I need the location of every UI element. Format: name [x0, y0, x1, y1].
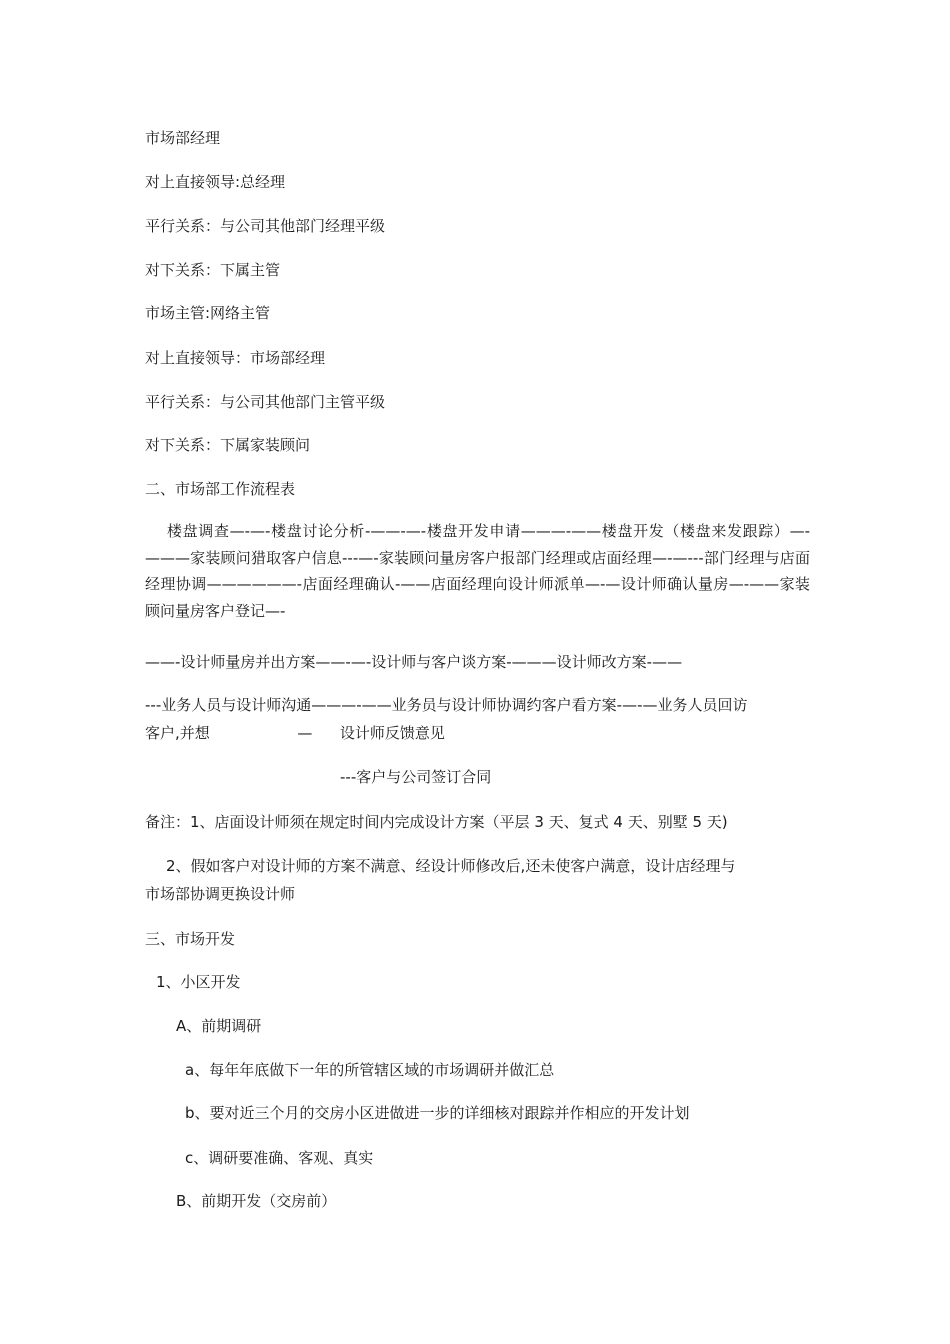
text-subordinate: 对下关系：下属主管: [145, 261, 281, 279]
note-2-line-2: 市场部协调更换设计师: [145, 885, 296, 903]
text-parallel: 平行关系：与公司其他部门经理平级: [145, 217, 386, 235]
text-supervisor-superior: 对上直接领导：市场部经理: [145, 349, 326, 367]
section-heading-workflow: 二、市场部工作流程表: [145, 480, 296, 498]
text-supervisor-subordinate: 对下关系：下属家装顾问: [145, 436, 311, 454]
note-2-line-1: 2、假如客户对设计师的方案不满意、经设计师修改后,还未使客户满意，设计店经理与: [166, 857, 736, 875]
item-c: c、调研要准确、客观、真实: [185, 1149, 374, 1167]
heading-market-supervisor: 市场主管:网络主管: [145, 304, 271, 322]
workflow-line-3b-part1: 客户,并想: [145, 724, 210, 742]
subheading-preliminary-research: A、前期调研: [176, 1017, 262, 1035]
workflow-line-3b-part3: 设计师反馈意见: [339, 724, 445, 742]
workflow-line-3a: ---业务人员与设计师沟通———-——业务员与设计师协调约客户看方案-—-—业务人员回访: [145, 696, 748, 714]
heading-market-manager: 市场部经理: [145, 129, 221, 147]
workflow-line-3b: [145, 722, 810, 744]
workflow-paragraph: 楼盘调查—-—-楼盘讨论分析-——-—-楼盘开发申请———-——楼盘开发（楼盘来发跟踪）—-———家装顾问猎取客户信息---—-家装顾问量房客户报部门经理或店面经理—-—---部门经理与店面经理协调——————-店面经理确认-——店面经理向设计师派单—-—设计师确认量房—-——家装顾问量房客户登记—-: [145, 522, 810, 620]
workflow-line-2: ——-设计师量房并出方案——-—-设计师与客户谈方案-———设计师改方案-——: [145, 653, 683, 671]
subheading-community-development: 1、小区开发: [156, 973, 241, 991]
workflow-line-3b-dash: —: [297, 724, 313, 742]
note-1: 备注：1、店面设计师须在规定时间内完成设计方案（平层 3 天、复式 4 天、别墅 5 天): [145, 813, 728, 831]
subheading-preliminary-development: B、前期开发（交房前）: [176, 1192, 337, 1210]
text-superior: 对上直接领导:总经理: [145, 173, 286, 191]
workflow-line-4: ---客户与公司签订合同: [340, 768, 492, 786]
text-supervisor-parallel: 平行关系：与公司其他部门主管平级: [145, 393, 386, 411]
item-b: b、要对近三个月的交房小区进做进一步的详细核对跟踪并作相应的开发计划: [185, 1104, 690, 1122]
item-a: a、每年年底做下一年的所管辖区域的市场调研并做汇总: [185, 1061, 555, 1079]
section-heading-market-development: 三、市场开发: [145, 930, 236, 948]
